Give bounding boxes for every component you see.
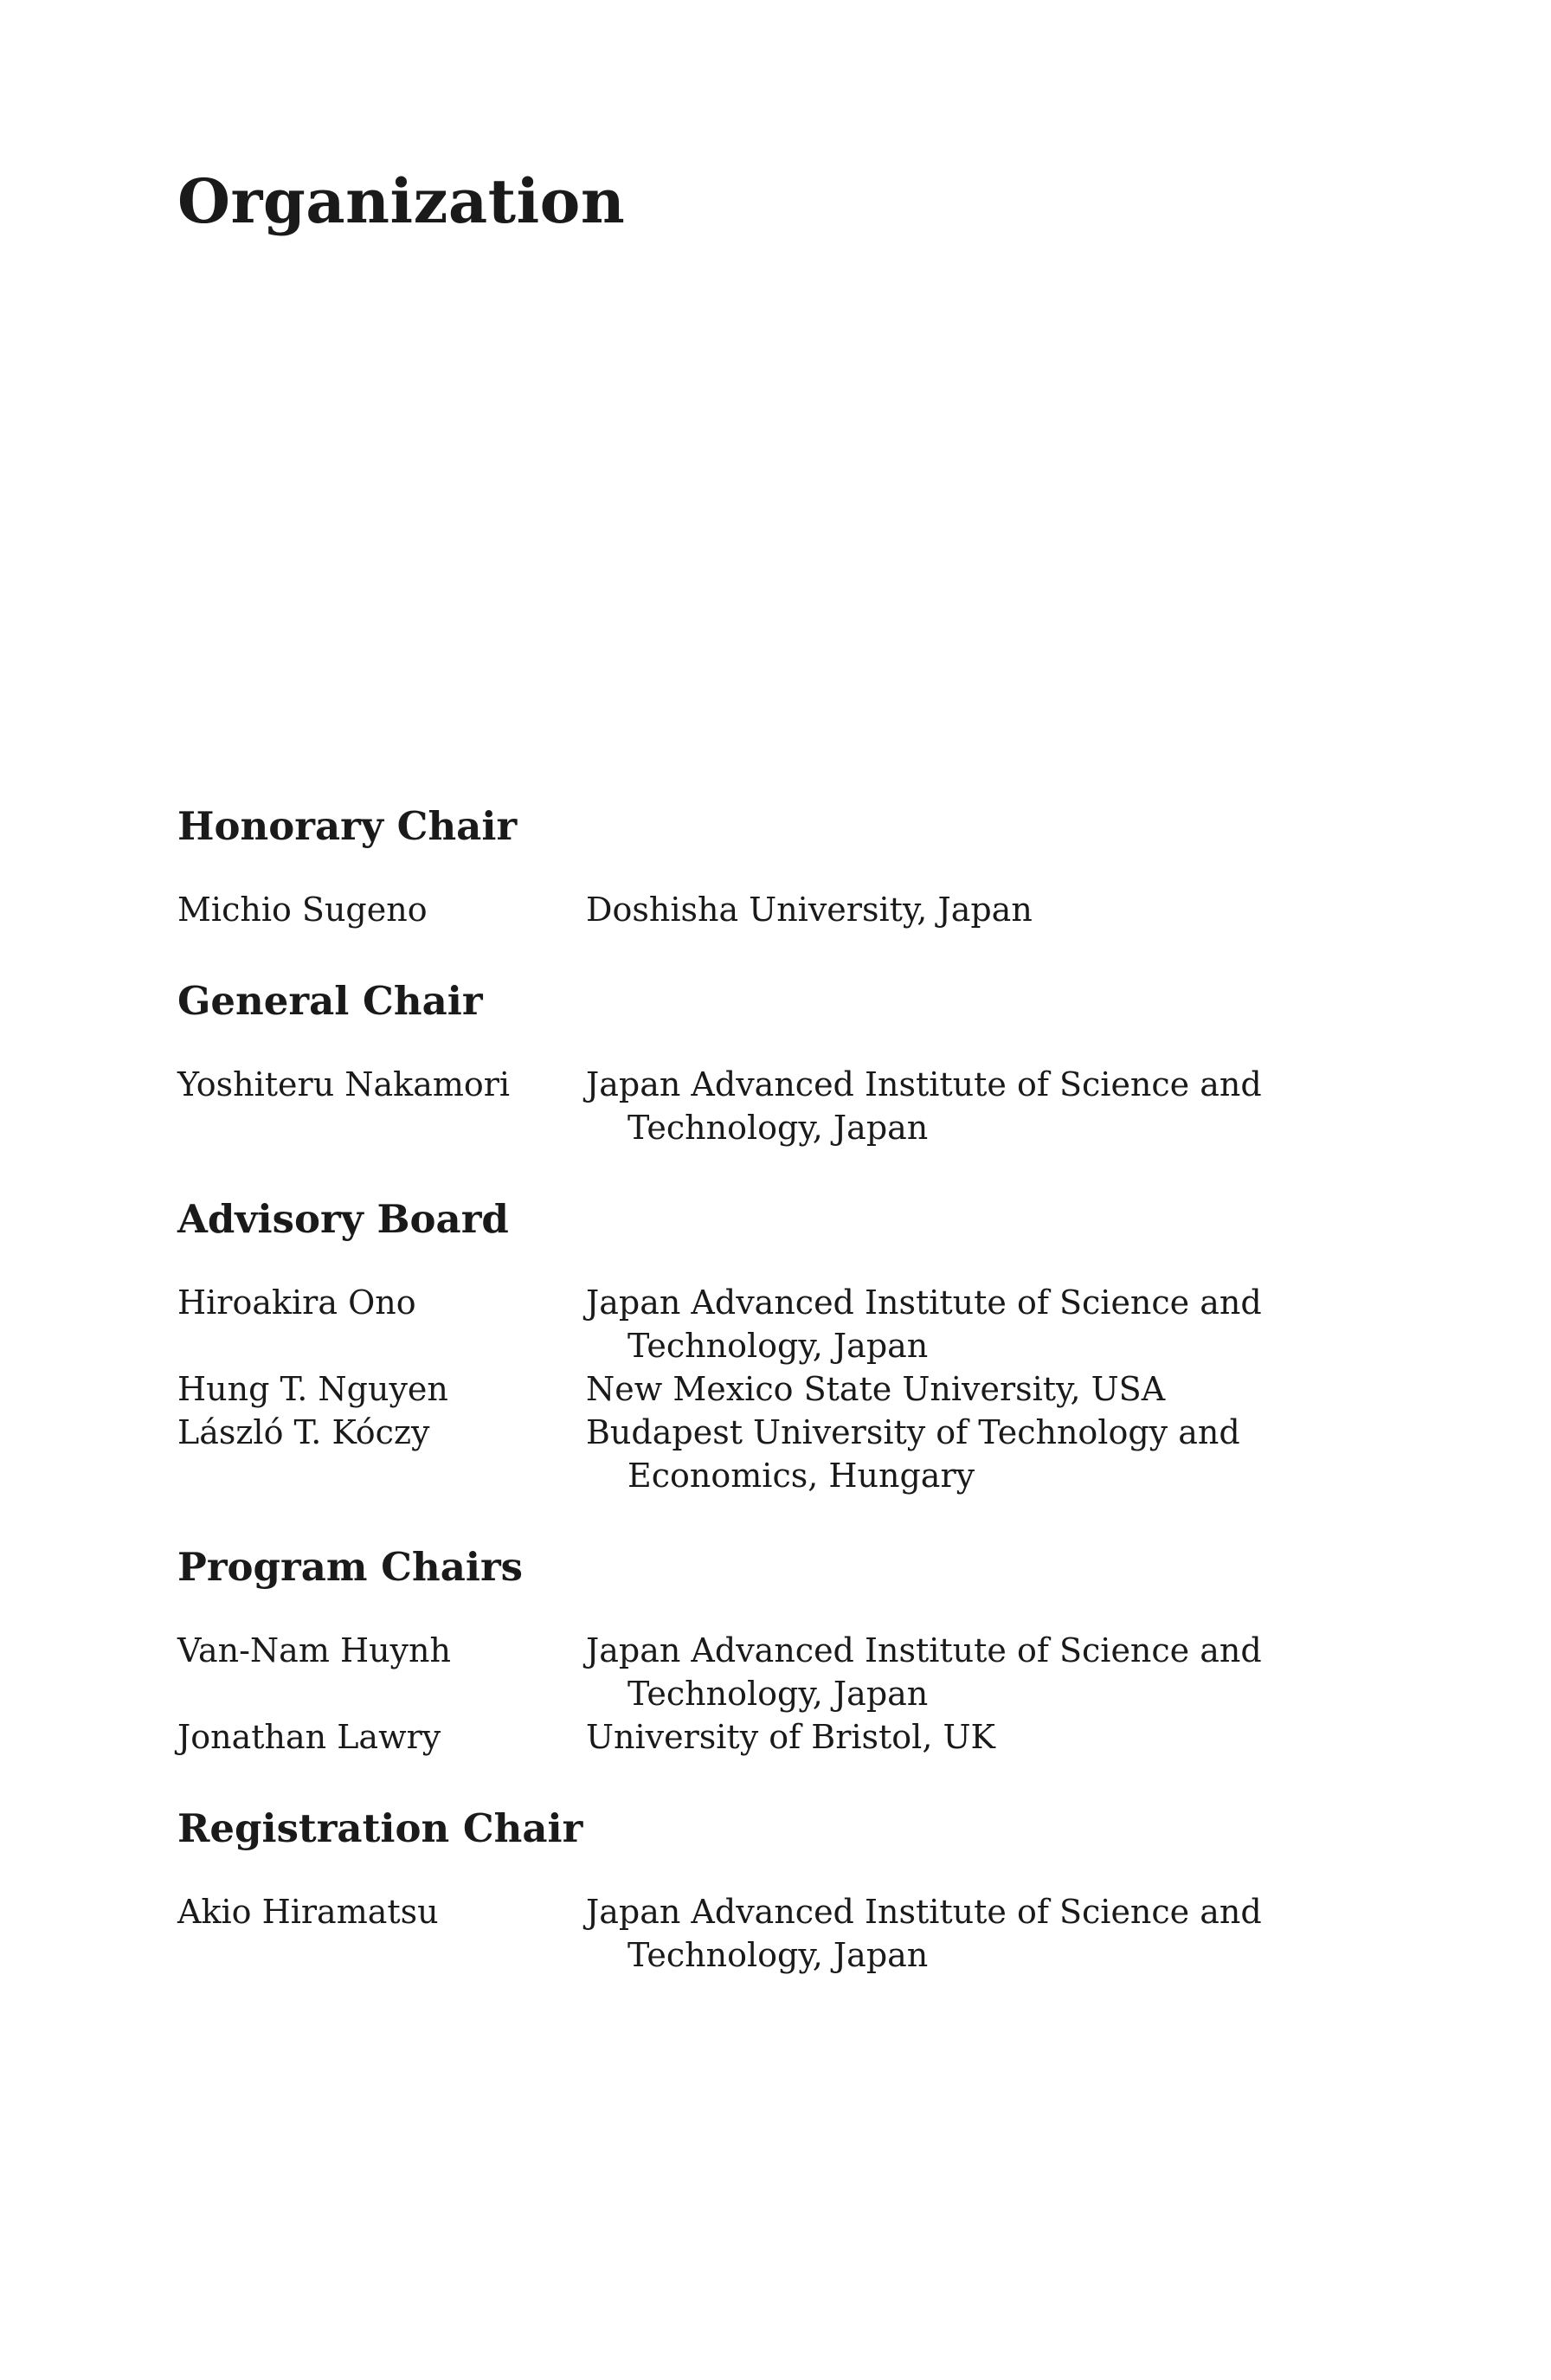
member-affiliation bbox=[586, 1367, 1389, 1411]
section-heading: Advisory Board bbox=[177, 1196, 509, 1242]
member-entry bbox=[177, 1367, 1389, 1411]
section-honorary-chair bbox=[177, 803, 1389, 931]
section-heading: Program Chairs bbox=[177, 1544, 524, 1590]
section-registration-chair bbox=[177, 1805, 1389, 1977]
member-affiliation bbox=[586, 1063, 1389, 1149]
member-name: Michio Sugeno bbox=[177, 891, 428, 929]
member-entry bbox=[177, 1629, 1389, 1715]
section-advisory-board bbox=[177, 1196, 1389, 1497]
member-name: Hiroakira Ono bbox=[177, 1283, 416, 1322]
section-heading: Honorary Chair bbox=[177, 803, 518, 849]
affiliation-line: Doshisha University, Japan bbox=[586, 891, 1033, 929]
affiliation-line: Budapest University of Technology and bbox=[586, 1413, 1240, 1451]
member-affiliation bbox=[586, 1281, 1389, 1367]
member-entry bbox=[177, 1890, 1389, 1977]
organization-list bbox=[177, 803, 1389, 1977]
affiliation-line: Technology, Japan bbox=[627, 1327, 929, 1365]
section-heading: Registration Chair bbox=[177, 1805, 583, 1851]
affiliation-line: Technology, Japan bbox=[627, 1109, 929, 1147]
member-name: Hung T. Nguyen bbox=[177, 1370, 448, 1408]
member-entry bbox=[177, 1715, 1389, 1759]
member-affiliation bbox=[586, 1890, 1389, 1977]
affiliation-line: Japan Advanced Institute of Science and bbox=[586, 1065, 1262, 1103]
member-name: Yoshiteru Nakamori bbox=[177, 1065, 511, 1103]
member-entry bbox=[177, 1281, 1389, 1367]
affiliation-line: Economics, Hungary bbox=[627, 1457, 975, 1495]
section-general-chair bbox=[177, 978, 1389, 1149]
member-name: Jonathan Lawry bbox=[177, 1718, 441, 1756]
member-entry bbox=[177, 1411, 1389, 1497]
affiliation-line: Japan Advanced Institute of Science and bbox=[586, 1631, 1262, 1669]
affiliation-line: Technology, Japan bbox=[627, 1936, 929, 1974]
member-name: Akio Hiramatsu bbox=[177, 1893, 439, 1931]
member-name: László T. Kóczy bbox=[177, 1413, 430, 1451]
member-affiliation bbox=[586, 1629, 1389, 1715]
member-entry bbox=[177, 888, 1389, 931]
affiliation-line: Japan Advanced Institute of Science and bbox=[586, 1893, 1262, 1931]
page-title: Organization bbox=[177, 165, 626, 237]
member-name: Van-Nam Huynh bbox=[177, 1631, 451, 1669]
section-heading: General Chair bbox=[177, 978, 483, 1024]
member-entry bbox=[177, 1063, 1389, 1149]
affiliation-line: New Mexico State University, USA bbox=[586, 1370, 1166, 1408]
section-program-chairs bbox=[177, 1544, 1389, 1759]
affiliation-line: University of Bristol, UK bbox=[586, 1718, 995, 1756]
member-affiliation bbox=[586, 888, 1389, 931]
member-affiliation bbox=[586, 1715, 1389, 1759]
affiliation-line: Technology, Japan bbox=[627, 1675, 929, 1713]
affiliation-line: Japan Advanced Institute of Science and bbox=[586, 1283, 1262, 1322]
member-affiliation bbox=[586, 1411, 1389, 1497]
